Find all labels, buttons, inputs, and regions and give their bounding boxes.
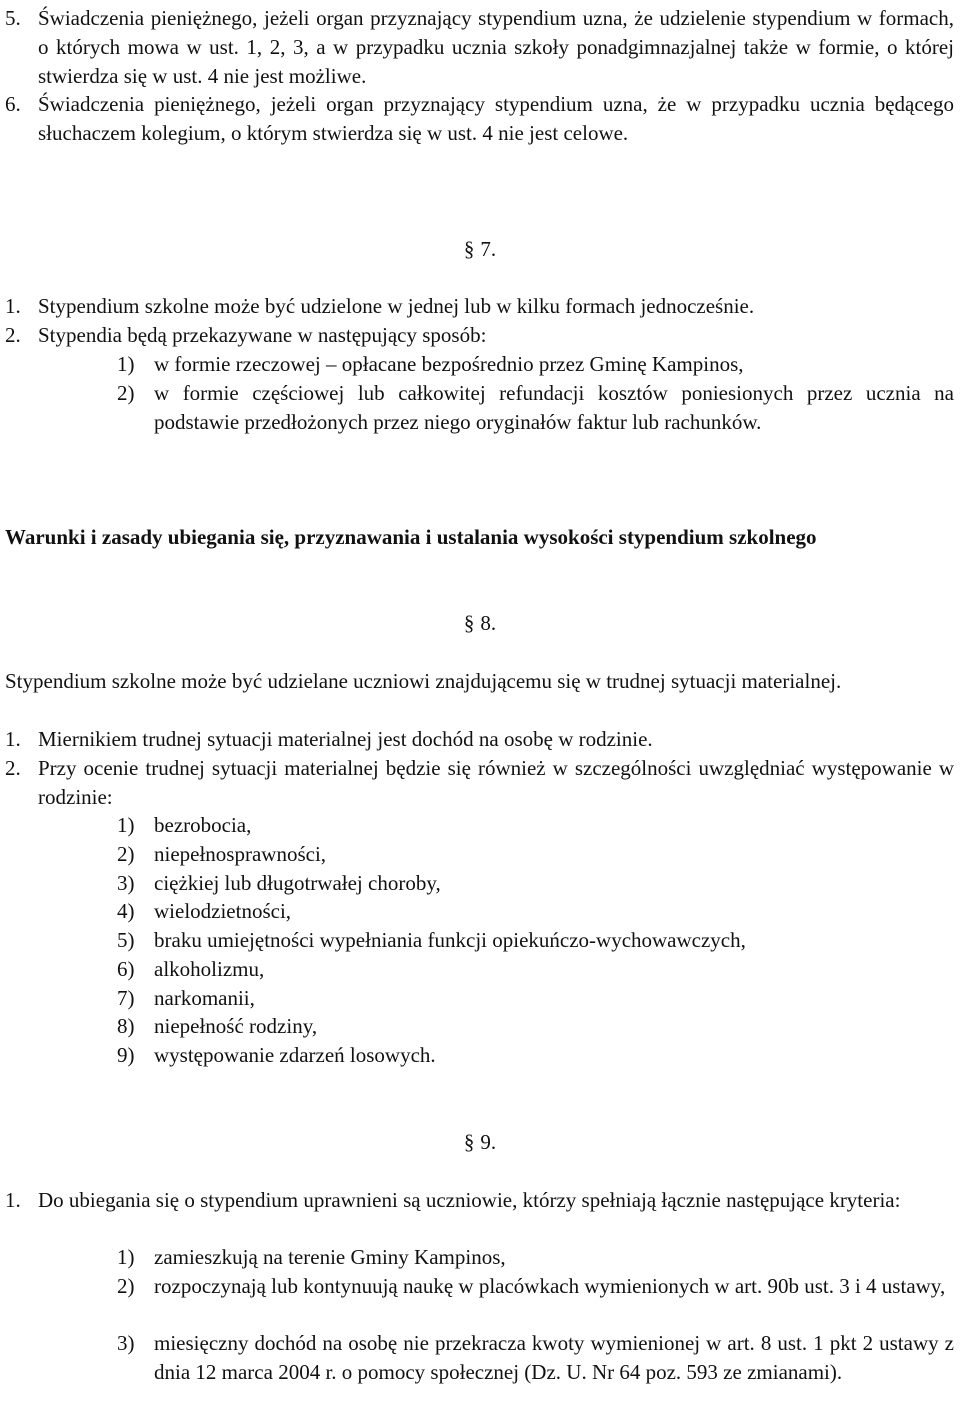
list-item-text: braku umiejętności wypełniania funkcji opiekuńczo-wychowawczych, [154, 928, 746, 952]
list-item-text: niepełność rodziny, [154, 1014, 318, 1038]
list-item [117, 811, 954, 840]
list-item [117, 840, 954, 869]
list-item [117, 897, 954, 926]
paragraph-text: Do ubiegania się o stypendium uprawnieni są uczniowie, którzy spełniają łącznie następujące kryteria: [38, 1188, 901, 1212]
list-item [117, 955, 954, 984]
list-item-text: zamieszkują na terenie Gminy Kampinos, [154, 1245, 506, 1269]
list-item-number: 3) [117, 1331, 135, 1355]
list-item [117, 1243, 954, 1272]
list-item-number: 5) [117, 928, 135, 952]
list-item-text: bezrobocia, [154, 813, 252, 837]
section-7-paragraph-1 [5, 292, 954, 321]
section-symbol: § [463, 611, 475, 635]
paragraph-number: 6. [5, 92, 21, 116]
paragraph-5 [5, 4, 954, 90]
section-symbol: § [463, 237, 475, 261]
section-8-heading [0, 609, 960, 638]
list-item [117, 1012, 954, 1041]
list-item [117, 984, 954, 1013]
section-number: 8. [480, 611, 497, 635]
list-item [117, 350, 954, 379]
list-item-text: narkomanii, [154, 986, 255, 1010]
list-item-number: 7) [117, 986, 135, 1010]
list-item [117, 869, 954, 898]
section-number: 9. [480, 1130, 497, 1154]
list-item-number: 1) [117, 1245, 135, 1269]
paragraph-text: Miernikiem trudnej sytuacji materialnej jest dochód na osobę w rodzinie. [38, 727, 653, 751]
section-7-heading [0, 235, 960, 264]
list-item [117, 926, 954, 955]
paragraph-text: Stypendia będą przekazywane w następujący sposób: [38, 323, 487, 347]
list-item-number: 2) [117, 381, 135, 405]
list-item-number: 6) [117, 957, 135, 981]
list-item-text: niepełnosprawności, [154, 842, 327, 866]
list-item [117, 1041, 954, 1070]
list-item-number: 2) [117, 1274, 135, 1298]
list-item-text: rozpoczynają lub kontynuują naukę w placówkach wymienionych w art. 90b ust. 3 i 4 ustawy, [154, 1274, 946, 1298]
list-item [117, 1272, 954, 1301]
section-symbol: § [463, 1130, 475, 1154]
section-7-paragraph-2 [5, 321, 954, 350]
section-8-paragraph-2 [5, 754, 954, 812]
section-9-paragraph-1 [5, 1186, 954, 1215]
list-item-text: w formie częściowej lub całkowitej refundacji kosztów poniesionych przez ucznia na podstawie przedłożonych przez niego oryginałów faktur lub rachunków. [154, 381, 954, 434]
paragraph-number: 2. [5, 756, 21, 780]
list-item-number: 3) [117, 871, 135, 895]
list-item-number: 2) [117, 842, 135, 866]
list-item-number: 8) [117, 1014, 135, 1038]
paragraph-number: 1. [5, 294, 21, 318]
paragraph-text: Przy ocenie trudnej sytuacji materialnej będzie się również w szczególności uwzględniać występowanie w rodzinie: [38, 756, 954, 809]
list-item-text: ciężkiej lub długotrwałej choroby, [154, 871, 441, 895]
section-8-paragraph-1 [5, 725, 954, 754]
list-item-text: wielodzietności, [154, 899, 292, 923]
list-item-number: 9) [117, 1043, 135, 1067]
paragraph-text: Stypendium szkolne może być udzielone w jednej lub w kilku formach jednocześnie. [38, 294, 755, 318]
list-item-text: występowanie zdarzeń losowych. [154, 1043, 436, 1067]
paragraph-text: Świadczenia pieniężnego, jeżeli organ przyznający stypendium uzna, że w przypadku ucznia będącego słuchaczem kolegium, o którym stwierdza się w ust. 4 nie jest celowe. [38, 92, 954, 145]
list-item-number: 1) [117, 352, 135, 376]
list-item-text: miesięczny dochód na osobę nie przekracza kwoty wymienionej w art. 8 ust. 1 pkt 2 ustawy z dnia 12 marca 2004 r. o pomocy społecznej (Dz. U. Nr 64 poz. 593 ze zmianami). [154, 1331, 954, 1384]
paragraph-number: 2. [5, 323, 21, 347]
paragraph-number: 1. [5, 1188, 21, 1212]
list-item [117, 1329, 954, 1387]
paragraph-6 [5, 90, 954, 148]
list-item-text: w formie rzeczowej – opłacane bezpośrednio przez Gminę Kampinos, [154, 352, 744, 376]
section-9-heading [0, 1128, 960, 1157]
list-item-number: 1) [117, 813, 135, 837]
chapter-heading: Warunki i zasady ubiegania się, przyznawania i ustalania wysokości stypendium szkolnego [5, 525, 817, 549]
paragraph-text: Świadczenia pieniężnego, jeżeli organ przyznający stypendium uzna, że udzielenie stypendium w formach, o których mowa w ust. 1, 2, 3, a w przypadku ucznia szkoły ponadgimnazjalnej także w formie, o której stwierdza się w ust. 4 nie jest możliwe. [38, 6, 954, 88]
list-item-number: 4) [117, 899, 135, 923]
section-number: 7. [480, 237, 497, 261]
section-8-intro: Stypendium szkolne może być udzielane uczniowi znajdującemu się w trudnej sytuacji materialnej. [5, 669, 842, 693]
list-item-text: alkoholizmu, [154, 957, 265, 981]
list-item [117, 379, 954, 437]
paragraph-number: 5. [5, 6, 21, 30]
paragraph-number: 1. [5, 727, 21, 751]
